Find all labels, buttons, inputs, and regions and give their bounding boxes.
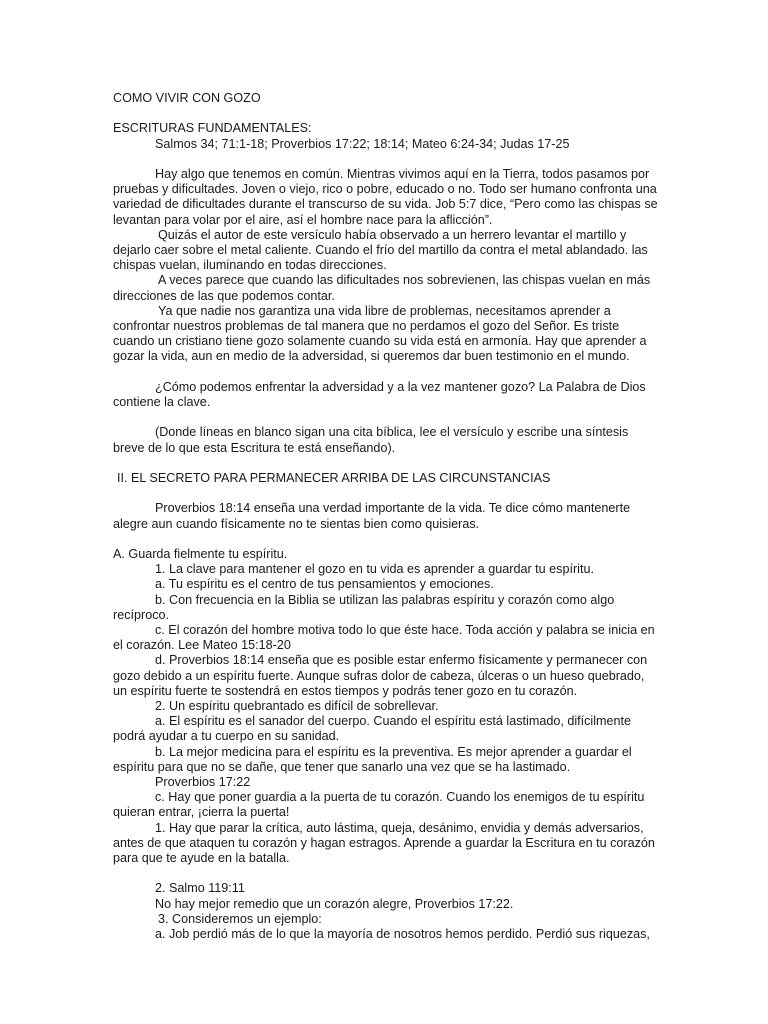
outline-item: 3. Consideremos un ejemplo: — [158, 911, 322, 926]
outline-item: 2. Salmo 119:11 — [155, 881, 245, 896]
outline-item: a. Tu espíritu es el centro de tus pensamientos y emociones. — [155, 577, 494, 592]
outline-reference: Proverbios 17:22 — [155, 775, 251, 790]
scriptures-list: Salmos 34; 71:1-18; Proverbios 17:22; 18:14; Mateo 6:24-34; Judas 17-25 — [155, 136, 570, 151]
outline-item: d. Proverbios 18:14 enseña que es posible estar enfermo físicamente y permanecer con gozo debido a un espíritu fuerte. Aunque sufras dolor de cabeza, úlceras o un hueso quebrado, un espíritu fuerte te sostendrá en estos tiempos y podrás tener gozo en tu corazón. — [113, 653, 648, 698]
intro-paragraph-2: Quizás el autor de este versículo había observado a un herrero levantar el martillo y dejarlo caer sobre el metal caliente. Cuando el frío del martillo da contra el metal ablandado. las chispas vuelan, iluminando en todas direcciones. — [113, 227, 648, 273]
outline-item: c. Hay que poner guardia a la puerta de tu corazón. Cuando los enemigos de tu espíritu quieran entrar, ¡cierra la puerta! — [113, 790, 645, 820]
section-intro: Proverbios 18:14 enseña una verdad importante de la vida. Te dice cómo mantenerte alegre aun cuando físicamente no te sientas bien como quisieras. — [113, 501, 631, 531]
outline-item: 1. Hay que parar la crítica, auto lástima, queja, desánimo, envidia y demás adversarios, antes de que ataquen tu corazón y hagan estragos. Aprende a guardar la Escritura en tu corazón para que te ayude en la batalla. — [113, 820, 655, 866]
intro-paragraph-3: A veces parece que cuando las dificultades nos sobrevienen, las chispas vuelan en más direcciones de las que podemos contar. — [113, 273, 651, 303]
outline-text: No hay mejor remedio que un corazón alegre, Proverbios 17:22. — [155, 896, 514, 911]
document-title: COMO VIVIR CON GOZO — [113, 91, 261, 105]
intro-paragraph-4: Ya que nadie nos garantiza una vida libre de problemas, necesitamos aprender a confrontar nuestros problemas de tal manera que no perdamos el gozo del Señor. Es triste cuando un cristiano tiene gozo solamente cuando su vida está en armonía. Hay que aprender a gozar la vida, aun en medio de la adversidad, si queremos dar buen testimonio en el mundo. — [113, 303, 647, 364]
outline-item: b. La mejor medicina para el espíritu es la preventiva. Es mejor aprender a guardar el espíritu para que no se dañe, que tener que sanarlo una vez que se ha lastimado. — [113, 744, 632, 774]
scriptures-heading: ESCRITURAS FUNDAMENTALES: — [113, 121, 312, 136]
outline-item: a. El espíritu es el sanador del cuerpo. Cuando el espíritu está lastimado, difícilmente podrá ayudar a tu cuerpo en su sanidad. — [113, 714, 632, 744]
outline-item: 1. La clave para mantener el gozo en tu vida es aprender a guardar tu espíritu. — [155, 562, 594, 577]
intro-paragraph-5: ¿Cómo podemos enfrentar la adversidad y a la vez mantener gozo? La Palabra de Dios contiene la clave. — [113, 379, 646, 410]
intro-paragraph-6: (Donde líneas en blanco sigan una cita bíblica, lee el versículo y escribe una síntesis breve de lo que esta Escritura te está enseñando). — [113, 425, 629, 455]
intro-paragraph-1: Hay algo que tenemos en común. Mientras vivimos aquí en la Tierra, todos pasamos por pruebas y dificultades. Joven o viejo, rico o pobre, educado o no. Todo ser humano confronta una variedad de dificultades durante el transcurso de su vida. Job 5:7 dice, “Pero como las chispas se levantan para volar por el aire, así el hombre nace para la aflicción”. — [113, 166, 658, 227]
document-page — [113, 91, 658, 942]
section-heading: II. EL SECRETO PARA PERMANECER ARRIBA DE LAS CIRCUNSTANCIAS — [117, 471, 551, 485]
outline-item: c. El corazón del hombre motiva todo lo que éste hace. Toda acción y palabra se inicia en el corazón. Lee Mateo 15:18-20 — [113, 623, 655, 653]
outline-item: b. Con frecuencia en la Biblia se utilizan las palabras espíritu y corazón como algo recíproco. — [113, 592, 615, 622]
outline-item: 2. Un espíritu quebrantado es difícil de sobrellevar. — [155, 699, 439, 714]
outline-item: a. Job perdió más de lo que la mayoría de nosotros hemos perdido. Perdió sus riquezas, — [155, 927, 650, 942]
subsection-heading: A. Guarda fielmente tu espíritu. — [113, 546, 288, 561]
